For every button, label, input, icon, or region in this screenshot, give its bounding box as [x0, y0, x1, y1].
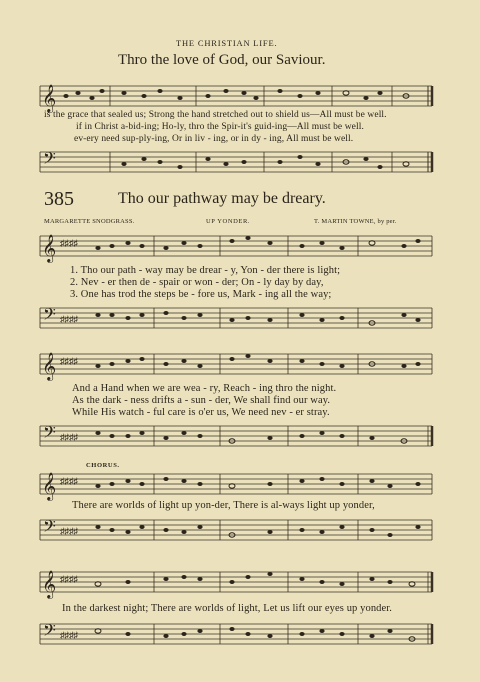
verse-1-line: 1. Tho our path - way may be drear - y, Yon - der there is light;	[70, 265, 341, 276]
music-staff	[0, 616, 480, 656]
hymn-author: MARGARETTE SNODGRASS.	[44, 218, 135, 225]
running-head: THE CHRISTIAN LIFE.	[176, 38, 278, 48]
hymn-title: Tho our pathway may be dreary.	[118, 190, 326, 207]
music-staff	[0, 346, 480, 386]
music-staff	[0, 300, 480, 340]
svg-text:♯♯♯♯: ♯♯♯♯	[60, 630, 78, 640]
verse-3-line: 3. One has trod the steps be - fore us, Mark - ing all the way;	[70, 289, 332, 300]
chorus-line: There are worlds of light up yon-der, There is al-ways light up yonder,	[72, 500, 375, 511]
svg-text:𝄞: 𝄞	[42, 352, 57, 380]
previous-hymn-title: Thro the love of God, our Saviour.	[118, 52, 326, 68]
tune-name: UP YONDER.	[206, 218, 251, 225]
svg-text:♯♯♯♯: ♯♯♯♯	[60, 476, 78, 486]
svg-text:𝄞: 𝄞	[42, 234, 57, 262]
composer: T. MARTIN TOWNE, by per.	[314, 218, 397, 225]
svg-text:𝄢: 𝄢	[43, 422, 56, 446]
lyric-line: is the grace that sealed us; Strong the hand stretched out to shield us—All must be well.	[44, 110, 387, 120]
svg-text:♯♯♯♯: ♯♯♯♯	[60, 574, 78, 584]
chorus-label: CHORUS.	[86, 462, 120, 469]
svg-text:𝄢: 𝄢	[43, 516, 56, 540]
chorus-line: In the darkest night; There are worlds of light, Let us lift our eyes up yonder.	[62, 603, 393, 614]
verse-3-line: While His watch - ful care is o'er us, We need nev - er stray.	[72, 407, 330, 418]
svg-text:𝄞: 𝄞	[42, 570, 57, 598]
music-staff	[0, 144, 480, 184]
music-staff	[0, 418, 480, 458]
verse-2-line: 2. Nev - er then de - spair or won - der; On - ly day by day,	[70, 277, 324, 288]
svg-text:𝄢: 𝄢	[43, 620, 56, 644]
music-staff	[0, 564, 480, 604]
music-staff	[0, 512, 480, 552]
svg-text:♯♯♯♯: ♯♯♯♯	[60, 356, 78, 366]
svg-text:♯♯♯♯: ♯♯♯♯	[60, 238, 78, 248]
svg-text:𝄢: 𝄢	[43, 148, 56, 172]
svg-text:♯♯♯♯: ♯♯♯♯	[60, 432, 78, 442]
svg-text:𝄞: 𝄞	[42, 84, 57, 112]
svg-text:♯♯♯♯: ♯♯♯♯	[60, 526, 78, 536]
svg-text:♯♯♯♯: ♯♯♯♯	[60, 314, 78, 324]
verse-1-line: And a Hand when we are wea - ry, Reach - ing thro the night.	[72, 383, 337, 394]
svg-text:𝄞: 𝄞	[42, 472, 57, 500]
verse-2-line: As the dark - ness drifts a - sun - der, We shall find our way.	[72, 395, 331, 406]
hymn-number: 385	[44, 188, 74, 210]
lyric-line: ev-ery need sup-ply-ing, Or in liv - ing, or in dy - ing, All must be well.	[74, 134, 354, 144]
music-staff	[0, 228, 480, 268]
svg-text:𝄢: 𝄢	[43, 304, 56, 328]
lyric-line: if in Christ a-bid-ing; Ho-ly, thro the Spir-it's guid-ing—All must be well.	[76, 122, 364, 132]
